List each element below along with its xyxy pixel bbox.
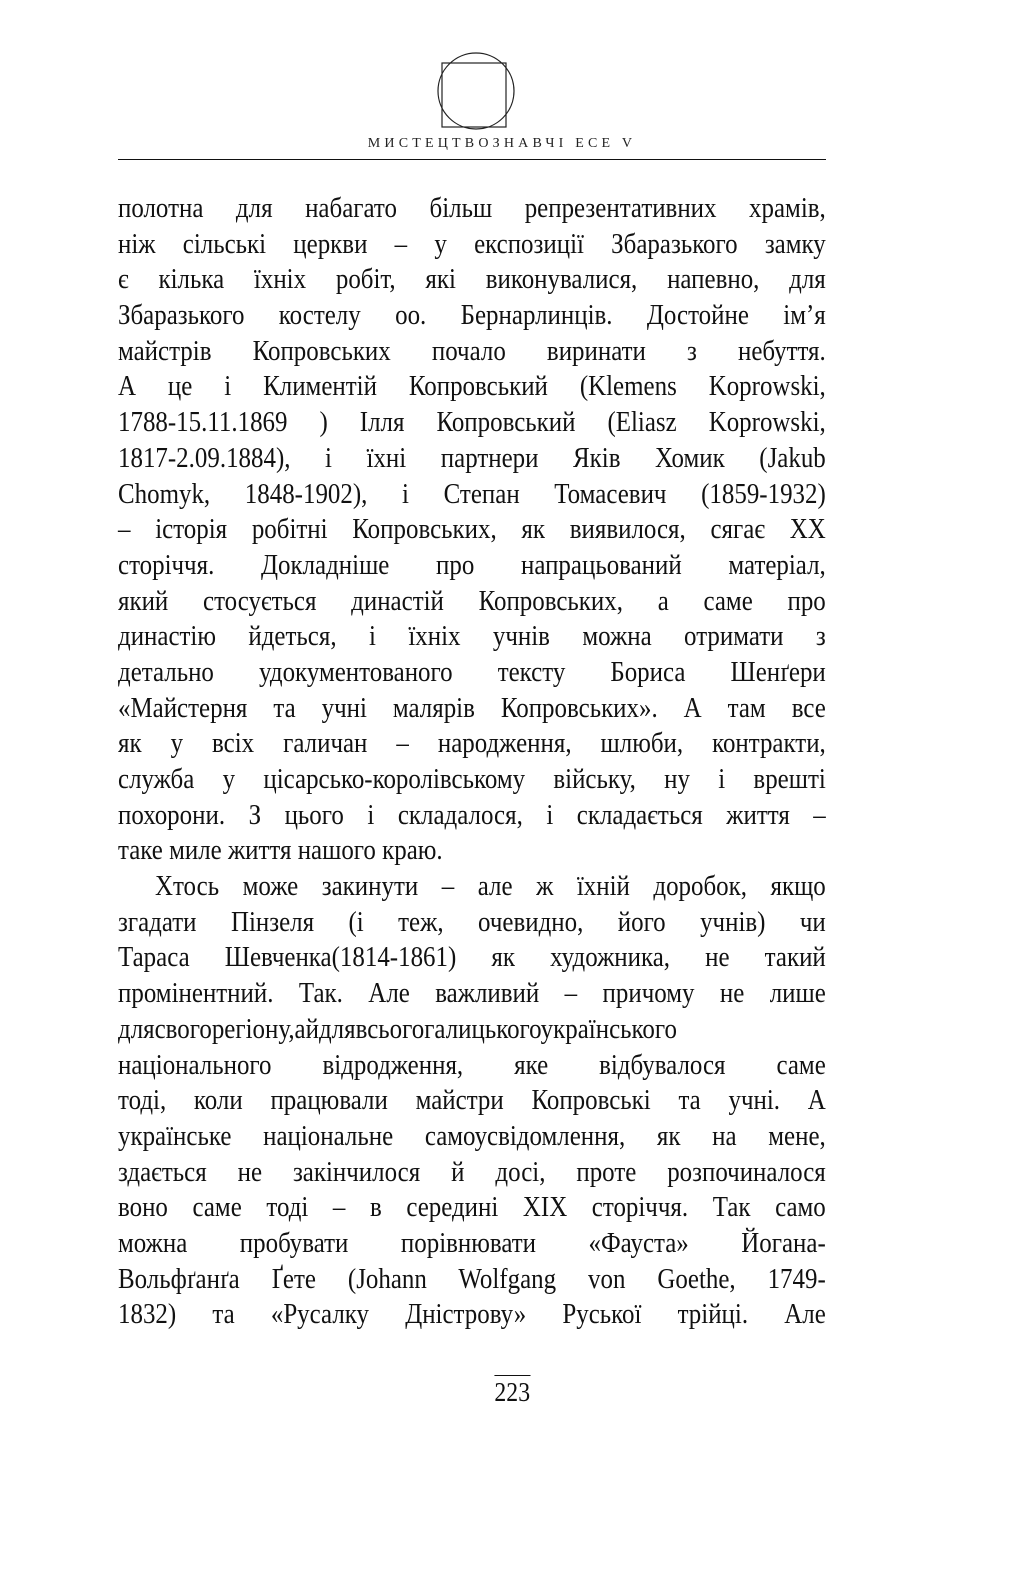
text-line: майстрів Копровських почало виринати з небуття. bbox=[118, 334, 826, 367]
text-line: згадати Пінзеля (і теж, очевидно, його учнів) чи bbox=[118, 905, 826, 938]
text-line: Тараса Шевченка(1814-1861) як художника, не такий bbox=[118, 941, 826, 974]
running-head: МИСТЕЦТВОЗНАВЧІ ЕСЕ V bbox=[367, 136, 637, 151]
text-line: промінентний. Так. Але важливий – причому не лише bbox=[118, 977, 826, 1010]
text-line: ніж сільські церкви – у експозиції Збаразького замку bbox=[118, 227, 826, 260]
page-number: 223 bbox=[494, 1377, 530, 1407]
text-line: українське національне самоусвідомлення, як на мене, bbox=[118, 1119, 826, 1152]
text-line: похорони. З цього і складалося, і складається життя – bbox=[118, 798, 826, 831]
text-line: служба у цісарсько-королівському війську, ну і врешті bbox=[118, 763, 826, 795]
text-line: сторіччя. Докладніше про напрацьований матеріал, bbox=[118, 548, 826, 581]
paragraph-1 bbox=[118, 191, 826, 869]
text-line: Вольфґанґа Ґете (Johann Wolfgang von Goethe, 1749- bbox=[118, 1262, 826, 1295]
text-line: тоді, коли працювали майстри Копровські та учні. А bbox=[118, 1084, 826, 1117]
text-line: є кілька їхніх робіт, які виконувалися, напевно, для bbox=[118, 263, 826, 296]
text-line: детально удокументованого тексту Бориса Шенґери bbox=[118, 655, 826, 688]
text-line: А це і Климентій Копровський (Klemens Koprowski, bbox=[118, 370, 826, 403]
text-line: який стосується династій Копровських, а саме про bbox=[118, 584, 826, 617]
text-line: здається не закінчилося й досі, проте розпочиналося bbox=[118, 1155, 826, 1188]
text-line: – історія робітні Копровських, як виявилося, сягає XX bbox=[118, 513, 826, 546]
header-rule bbox=[118, 159, 826, 160]
body-text bbox=[118, 191, 826, 1333]
text-line: воно саме тоді – в середині XIX сторіччя. Так само bbox=[118, 1191, 826, 1224]
text-line: полотна для набагато більш репрезентативних храмів, bbox=[118, 192, 826, 224]
text-line: 1788-15.11.1869 ) Ілля Копровський (Eliasz Koprowski, bbox=[118, 406, 826, 439]
text-line: длясвогорегіону,айдлявсьогогалицькогоукраїнського bbox=[118, 1012, 677, 1045]
text-line: 1832) та «Русалку Дністрову» Руської трійці. Але bbox=[118, 1298, 826, 1331]
text-line: «Майстерня та учні малярів Копровських». А там все bbox=[118, 691, 826, 724]
text-line: династію йдеться, і їхніх учнів можна отримати з bbox=[118, 620, 826, 653]
text-line: як у всіх галичан – народження, шлюби, контракти, bbox=[118, 727, 826, 760]
paragraph-2 bbox=[118, 869, 826, 1333]
text-line: Збаразького костелу оо. Бернарлинців. Достойне ім’я bbox=[118, 299, 826, 332]
text-line: Хтось може закинути – але ж їхній доробок, якщо bbox=[154, 870, 826, 903]
page-footer bbox=[0, 1375, 1024, 1406]
text-line: можна пробувати порівнювати «Фауста» Йогана- bbox=[118, 1226, 826, 1259]
text-line: національного відродження, яке відбувалося саме bbox=[118, 1048, 826, 1081]
text-line: Chomyk, 1848-1902), і Степан Томасевич (1859-1932) bbox=[118, 477, 826, 510]
circle-square-emblem-icon bbox=[436, 51, 516, 131]
text-line: 1817-2.09.1884), і їхні партнери Яків Хомик (Jakub bbox=[118, 441, 826, 474]
text-line: таке миле життя нашого краю. bbox=[118, 834, 443, 867]
